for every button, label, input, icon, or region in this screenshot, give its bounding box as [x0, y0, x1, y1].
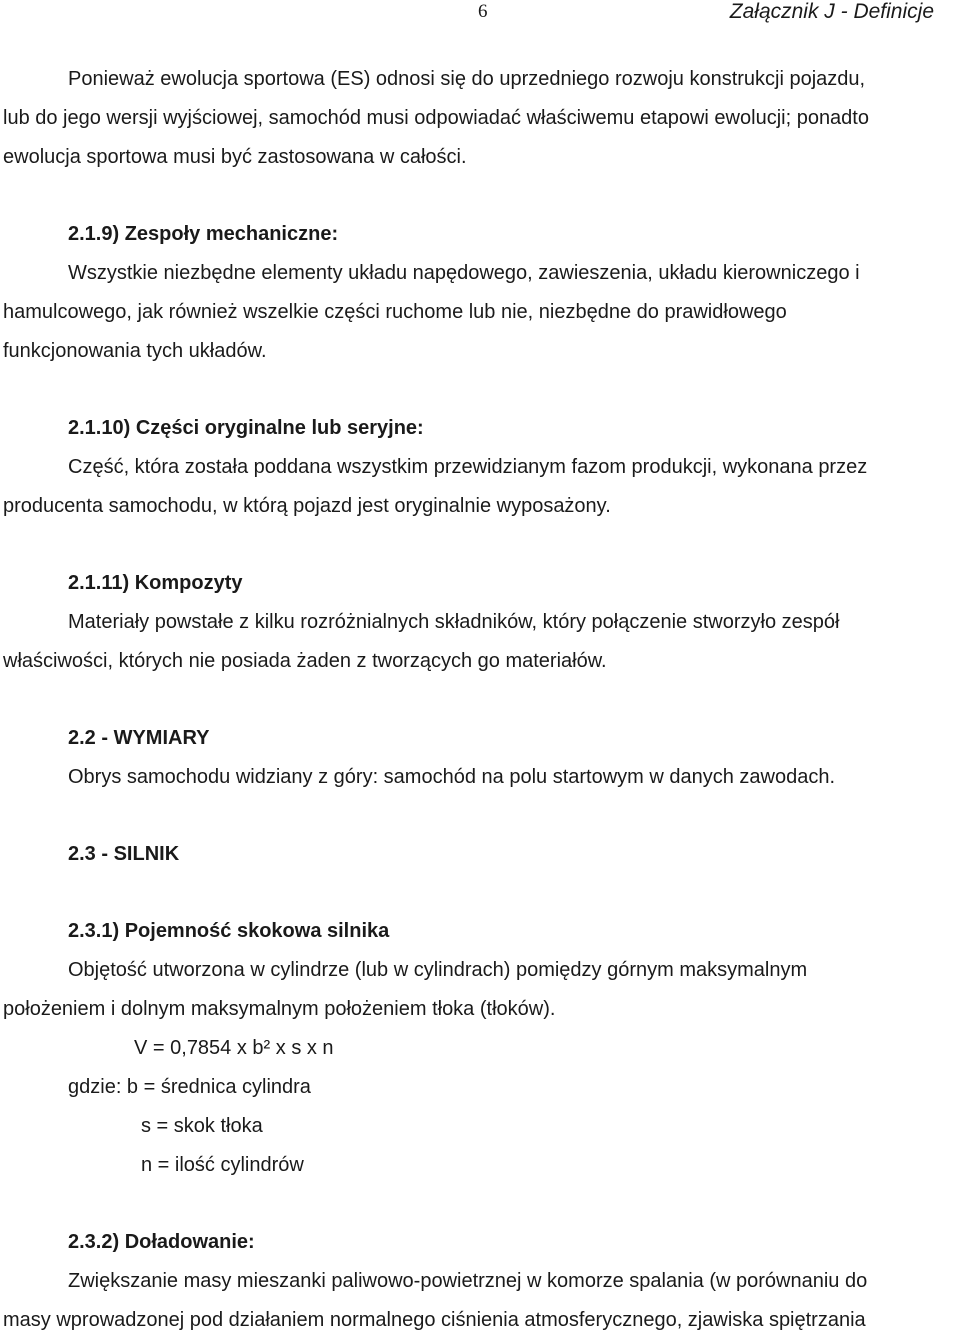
page-number: 6 — [478, 1, 488, 22]
intro-line-1: Ponieważ ewolucja sportowa (ES) odnosi się do uprzedniego rozwoju konstrukcji pojazdu, — [68, 68, 866, 90]
section-heading-2-3-2: 2.3.2) Doładowanie: — [68, 1231, 255, 1253]
intro-line-3: ewolucja sportowa musi być zastosowana w całości. — [3, 146, 467, 168]
section-2-3-1-line-1: Objętość utworzona w cylindrze (lub w cylindrach) pomiędzy górnym maksymalnym — [68, 959, 808, 981]
section-heading-2-1-10: 2.1.10) Części oryginalne lub seryjne: — [68, 417, 424, 439]
section-2-3-1-line-2: położeniem i dolnym maksymalnym położeniem tłoka (tłoków). — [3, 998, 556, 1020]
section-2-1-10-line-1: Część, która została poddana wszystkim przewidzianym fazom produkcji, wykonana przez — [68, 456, 868, 478]
section-heading-2-2: 2.2 - WYMIARY — [68, 727, 210, 749]
spacer — [3, 874, 960, 912]
section-heading-2-1-11: 2.1.11) Kompozyty — [68, 572, 243, 594]
spacer — [3, 1185, 960, 1223]
running-header: Załącznik J - Definicje — [729, 0, 934, 23]
section-heading-2-3-1: 2.3.1) Pojemność skokowa silnika — [68, 920, 390, 942]
formula-definition-n: n = ilość cylindrów — [141, 1154, 304, 1176]
section-2-1-11-line-1: Materiały powstałe z kilku rozróżnialnych składników, który połączenie stworzyło zespół — [68, 611, 840, 633]
document-body — [3, 60, 960, 1340]
spacer — [3, 797, 960, 835]
section-heading-2-3: 2.3 - SILNIK — [68, 843, 180, 865]
section-2-1-9-line-2: hamulcowego, jak również wszelkie części ruchome lub nie, niezbędne do prawidłowego — [3, 301, 787, 323]
section-heading-2-1-9: 2.1.9) Zespoły mechaniczne: — [68, 223, 339, 245]
displacement-formula: V = 0,7854 x b² x s x n — [134, 1037, 334, 1059]
section-2-1-11-line-2: właściwości, których nie posiada żaden z tworzących go materiałów. — [3, 650, 607, 672]
section-2-3-2-line-1: Zwiększanie masy mieszanki paliwowo-powietrznej w komorze spalania (w porównaniu do — [68, 1270, 868, 1292]
intro-line-2: lub do jego wersji wyjściowej, samochód musi odpowiadać właściwemu etapowi ewolucji; ponadto — [3, 107, 869, 129]
spacer — [3, 681, 960, 719]
formula-definition-s: s = skok tłoka — [141, 1115, 263, 1137]
spacer — [3, 177, 960, 215]
section-2-2-line-1: Obrys samochodu widziany z góry: samochód na polu startowym w danych zawodach. — [68, 766, 836, 788]
section-2-3-2-line-2: masy wprowadzonej pod działaniem normalnego ciśnienia atmosferycznego, zjawiska spiętrzania — [3, 1309, 866, 1331]
section-2-1-9-line-1: Wszystkie niezbędne elementy układu napędowego, zawieszenia, układu kierowniczego i — [68, 262, 860, 284]
formula-definition-b: gdzie: b = średnica cylindra — [68, 1076, 311, 1098]
spacer — [3, 371, 960, 409]
spacer — [3, 526, 960, 564]
section-2-1-9-line-3: funkcjonowania tych układów. — [3, 340, 267, 362]
section-2-1-10-line-2: producenta samochodu, w którą pojazd jest oryginalnie wyposażony. — [3, 495, 611, 517]
